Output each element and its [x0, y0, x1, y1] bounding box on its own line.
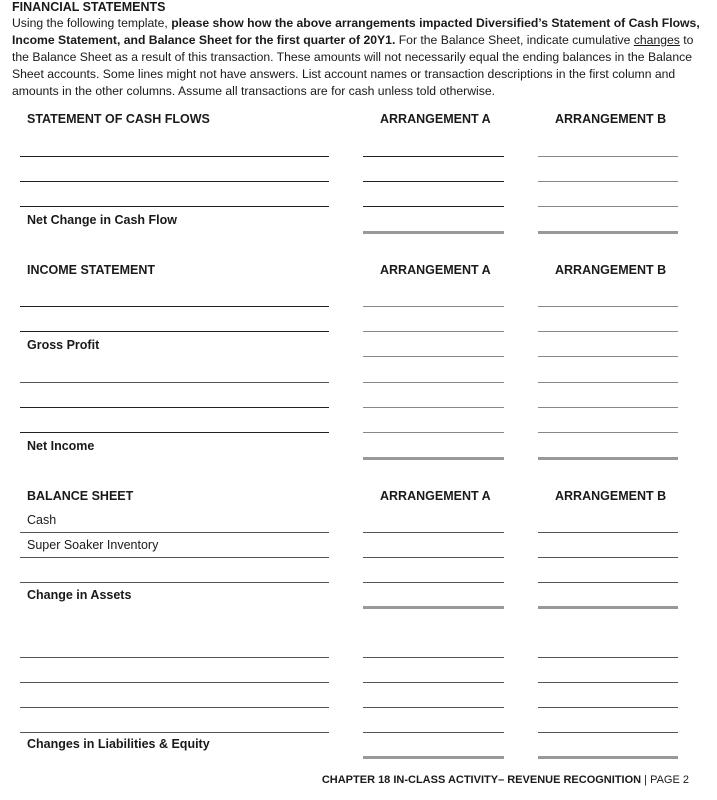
income-col-a: ARRANGEMENT A	[380, 263, 491, 277]
changes-liabilities-equity-label: Changes in Liabilities & Equity	[27, 737, 210, 751]
cash-flows-title: STATEMENT OF CASH FLOWS	[27, 112, 210, 126]
bs-line-6-desc	[20, 707, 329, 708]
is-line-5-a	[363, 432, 504, 433]
net-income-label: Net Income	[27, 439, 95, 453]
intro-text-1: Using the following template,	[12, 16, 172, 30]
is-line-2-a	[363, 331, 504, 332]
is-line-1-desc	[20, 306, 329, 307]
cf-line-3-b	[538, 206, 678, 207]
cf-total-b	[538, 231, 678, 234]
cf-total-a	[363, 231, 504, 234]
intro-bold: please show how the above arrangements impacted Diversified’s Statement of Cash Flows, Income Statement, and Balance Sheet for the first quarter of 20Y1.	[12, 16, 700, 47]
bs-line-3-a	[363, 582, 504, 583]
cash-flows-col-a: ARRANGEMENT A	[380, 112, 491, 126]
is-line-1-b	[538, 306, 678, 307]
is-line-3-a	[363, 382, 504, 383]
intro-text-2: For the Balance Sheet, indicate cumulative	[395, 33, 634, 47]
bs-le-total-a	[363, 756, 504, 759]
cf-line-1-b	[538, 156, 678, 157]
is-line-5-desc	[20, 432, 329, 433]
net-change-cash-label: Net Change in Cash Flow	[27, 213, 178, 227]
cf-line-2-desc	[20, 181, 329, 182]
bs-line-1-desc	[20, 532, 329, 533]
cf-line-2-a	[363, 181, 504, 182]
change-in-assets-label: Change in Assets	[27, 588, 132, 602]
gross-profit-label: Gross Profit	[27, 338, 100, 352]
inventory-label: Super Soaker Inventory	[27, 538, 159, 552]
cash-flows-col-b: ARRANGEMENT B	[555, 112, 667, 126]
cf-line-3-a	[363, 206, 504, 207]
footer-label: CHAPTER 18 IN-CLASS ACTIVITY– REVENUE RECOGNITION	[321, 774, 642, 786]
is-total-a	[363, 457, 504, 460]
section-header: FINANCIAL STATEMENTS	[12, 0, 166, 14]
cf-line-1-desc	[20, 156, 329, 157]
balance-col-b: ARRANGEMENT B	[555, 489, 667, 503]
income-col-b: ARRANGEMENT B	[555, 263, 667, 277]
is-line-5-b	[538, 432, 678, 433]
is-gross-a	[363, 356, 504, 357]
cash-label: Cash	[27, 513, 57, 527]
bs-line-1-a	[363, 532, 504, 533]
bs-le-total-b	[538, 756, 678, 759]
bs-line-2-desc	[20, 557, 329, 558]
is-line-2-desc	[20, 331, 329, 332]
is-total-b	[538, 457, 678, 460]
is-line-2-b	[538, 331, 678, 332]
bs-line-7-desc	[20, 732, 329, 733]
is-line-4-b	[538, 407, 678, 408]
bs-assets-total-a	[363, 606, 504, 609]
bs-line-4-a	[363, 657, 504, 658]
is-gross-b	[538, 356, 678, 357]
bs-assets-total-b	[538, 606, 678, 609]
balance-title: BALANCE SHEET	[27, 489, 134, 503]
bs-line-3-b	[538, 582, 678, 583]
bs-line-5-b	[538, 682, 678, 683]
instructions-paragraph	[12, 15, 702, 100]
bs-line-7-a	[363, 732, 504, 733]
bs-line-4-b	[538, 657, 678, 658]
bs-line-5-a	[363, 682, 504, 683]
bs-line-2-b	[538, 557, 678, 558]
is-line-3-b	[538, 382, 678, 383]
bs-line-6-a	[363, 707, 504, 708]
bs-line-5-desc	[20, 682, 329, 683]
bs-line-7-b	[538, 732, 678, 733]
cf-line-1-a	[363, 156, 504, 157]
balance-col-a: ARRANGEMENT A	[380, 489, 491, 503]
cf-line-3-desc	[20, 206, 329, 207]
bs-line-2-a	[363, 557, 504, 558]
bs-line-4-desc	[20, 657, 329, 658]
cf-line-2-b	[538, 181, 678, 182]
bs-line-6-b	[538, 707, 678, 708]
intro-underlined: changes	[633, 33, 680, 47]
bs-line-3-desc	[20, 582, 329, 583]
bs-line-1-b	[538, 532, 678, 533]
is-line-1-a	[363, 306, 504, 307]
is-line-3-desc	[20, 382, 329, 383]
is-line-4-a	[363, 407, 504, 408]
footer-page: | PAGE 2	[641, 774, 689, 786]
is-line-4-desc	[20, 407, 329, 408]
intro-text-3: to the Balance Sheet as a result of this transaction. These amounts will not necessarily equal the ending balances in the Balance Sheet accounts. Some lines might not have answers. List account names or transaction descriptions in the first column and amounts in the other columns. Assume all transactions are for cash unless told otherwise.	[12, 33, 694, 98]
page-footer	[322, 774, 689, 786]
income-title: INCOME STATEMENT	[27, 263, 156, 277]
